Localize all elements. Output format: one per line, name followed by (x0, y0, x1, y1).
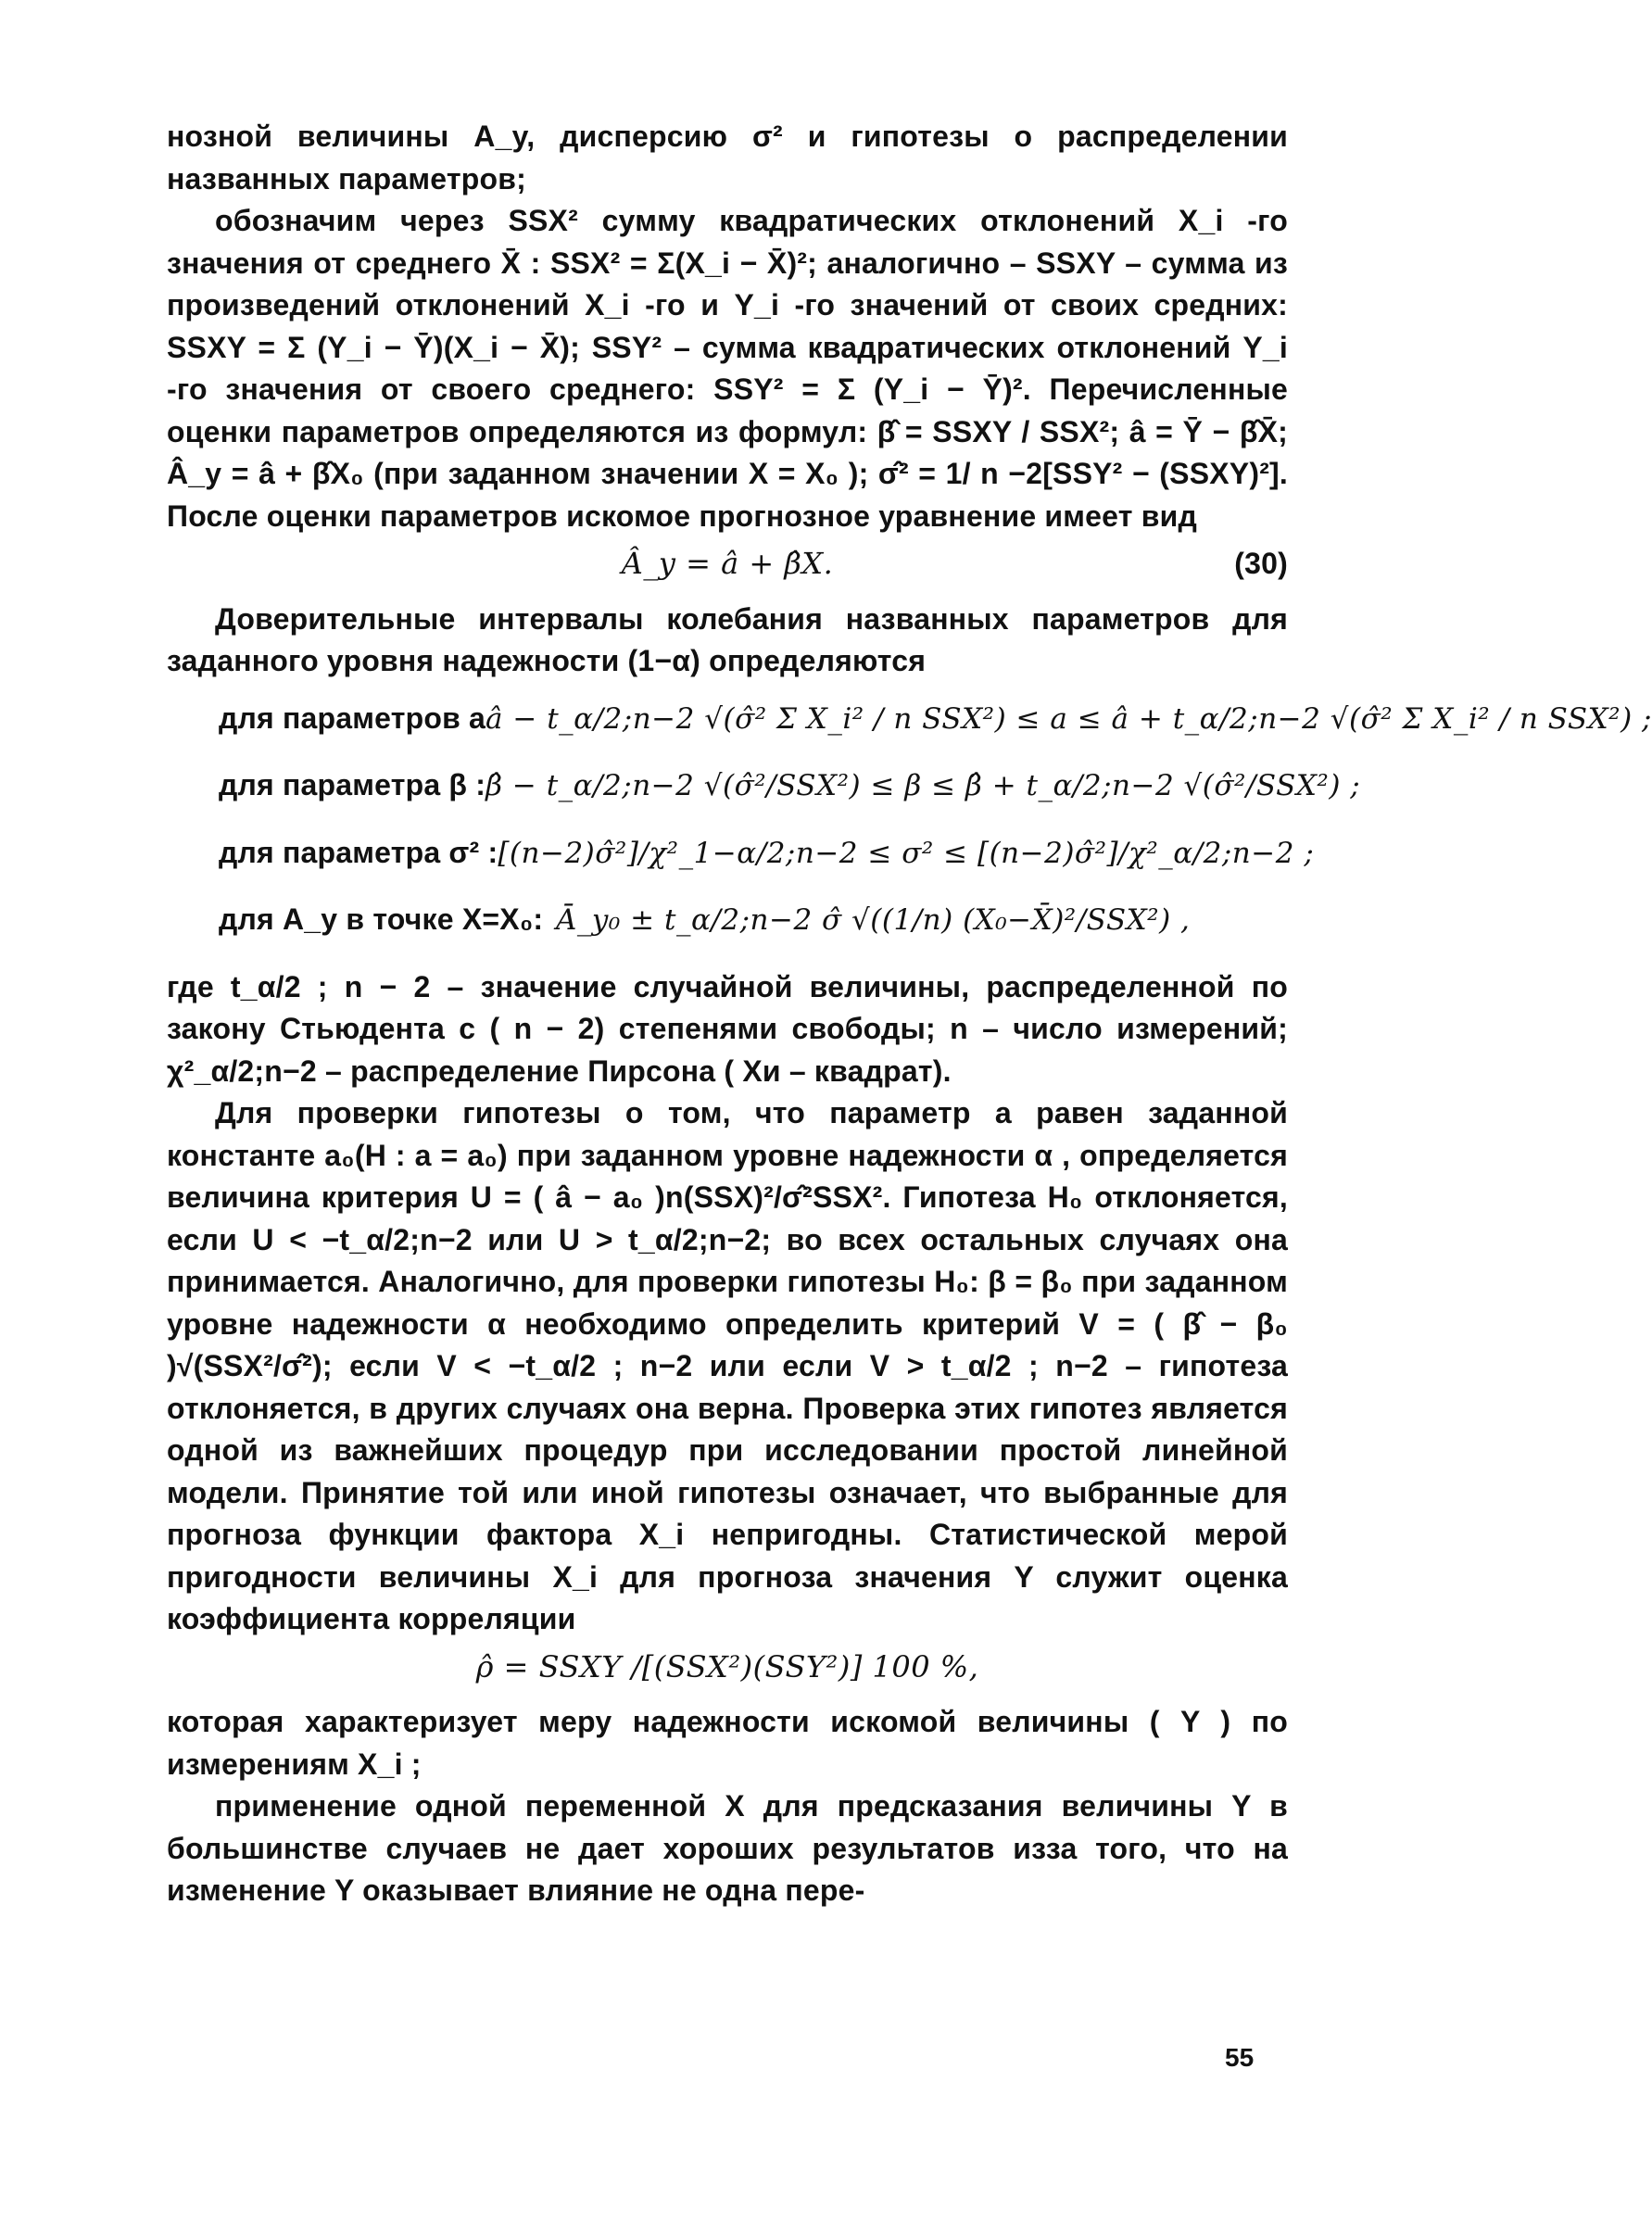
equation-30-formula: Â_y = â + β̂X. (621, 546, 834, 581)
paragraph-7: применение одной переменной X для предсказания величины Y в большинстве случаев не дает хороших результатов изза того, что на изменение Y оказывает влияние не одна пере- (167, 1789, 1288, 1907)
interval-label-a: для параметров a (219, 700, 486, 735)
interval-label-beta: для параметра β : (219, 768, 486, 801)
interval-formula-a: â − t_α/2;n−2 √(σ̂² Σ X_i² / n SSX²) ≤ a ≤ â + t_α/2;n−2 √(σ̂² Σ X_i² / n SSX²) ; (486, 701, 1652, 736)
confidence-intervals (167, 698, 1652, 942)
equation-30-number: (30) (1234, 547, 1288, 580)
equation-30 (167, 543, 1288, 586)
interval-row-beta (167, 764, 1361, 808)
page-number: 55 (1225, 2043, 1255, 2072)
paragraph-4: где t_α/2 ; n − 2 – значение случайной величины, распределенной по закону Стьюдента с ( n − 2) степенями свободы; n – число измерений; χ²_α/2;n−2 – распределение Пирсона ( Хи – квадрат). (167, 969, 1288, 1088)
interval-formula-ay: Ā_y₀ ± t_α/2;n−2 σ̂ √((1/n) (X₀−X̄)²/SSX²) , (556, 903, 1191, 937)
interval-row-a (167, 698, 1652, 741)
interval-row-sigma (167, 832, 1315, 876)
interval-row-ay (167, 899, 1288, 942)
paragraph-5: Для проверки гипотезы о том, что параметр a равен заданной константе a₀(H : a = a₀) при заданном уровне надежности α , определяется величина критерия U = ( â − a₀ )n(SSX)²/σ̂²SSX². Гипотеза H₀ отклоняется, если U < −t_α/2;n−2 или U > t_α/2;n−2; во всех остальных случаях она принимается. Аналогично, для проверки гипотезы H₀: β = β₀ при заданном уровне надежности α необходимо определить критерий V = ( β̂ − β₀ )√(SSX²/σ̂²); если V < −t_α/2 ; n−2 или если V > t_α/2 ; n−2 – гипотеза отклоняется, в других случаях она верна. Проверка этих гипотез является одной из важнейших процедур при исследовании простой линейной модели. Принятие той или иной гипотезы означает, что выбранные для прогноза функции фактора X_i непригодны. Статистической мерой пригодности величины X_i для прогноза значения Y служит оценка коэффициента корреляции (167, 1096, 1288, 1635)
paragraph-6: которая характеризует меру надежности искомой величины ( Y ) по измерениям X_i ; (167, 1705, 1288, 1781)
paragraph-3: Доверительные интервалы колебания названных параметров для заданного уровня надежности (1−α) определяются (167, 601, 1288, 677)
interval-label-ay: для A_y в точке X=X₀: (219, 902, 544, 936)
page-body (167, 116, 1652, 1912)
interval-formula-beta: β̂ − t_α/2;n−2 √(σ̂²/SSX²) ≤ β ≤ β̂ + t_α/2;n−2 √(σ̂²/SSX²) ; (486, 769, 1361, 802)
paragraph-1: нозной величины A_y, дисперсию σ² и гипотезы о распределении названных параметров; (167, 120, 1288, 196)
equation-correlation (167, 1646, 1288, 1689)
interval-formula-sigma: [(n−2)σ̂²]/χ²_1−α/2;n−2 ≤ σ² ≤ [(n−2)σ̂²]/χ²_α/2;n−2 ; (498, 836, 1315, 870)
paragraph-2: обозначим через SSX² сумму квадратических отклонений X_i -го значения от среднего X̄ : SSX² = Σ(X_i − X̄)²; аналогично – SSXY – сумма из произведений отклонений X_i -го и Y_i -го значений от своих средних: SSXY = Σ (Y_i − Ȳ)(X_i − X̄); SSY² – сумма квадратических отклонений Y_i -го значения от своего среднего: SSY² = Σ (Y_i − Ȳ)². Перечисленные оценки параметров определяются из формул: β̂ = SSXY / SSX²; â = Ȳ − β̂X̄; Â_y = â + β̂X₀ (при заданном значении X = X₀ ); σ̂² = 1/ n −2[SSY² − (SSXY)²]. После оценки параметров искомое прогнозное уравнение имеет вид (167, 204, 1288, 533)
correlation-formula: ρ̂ = SSXY /[(SSX²)(SSY²)] 100 %, (475, 1648, 979, 1684)
interval-label-sigma: для параметра σ² : (219, 835, 498, 869)
